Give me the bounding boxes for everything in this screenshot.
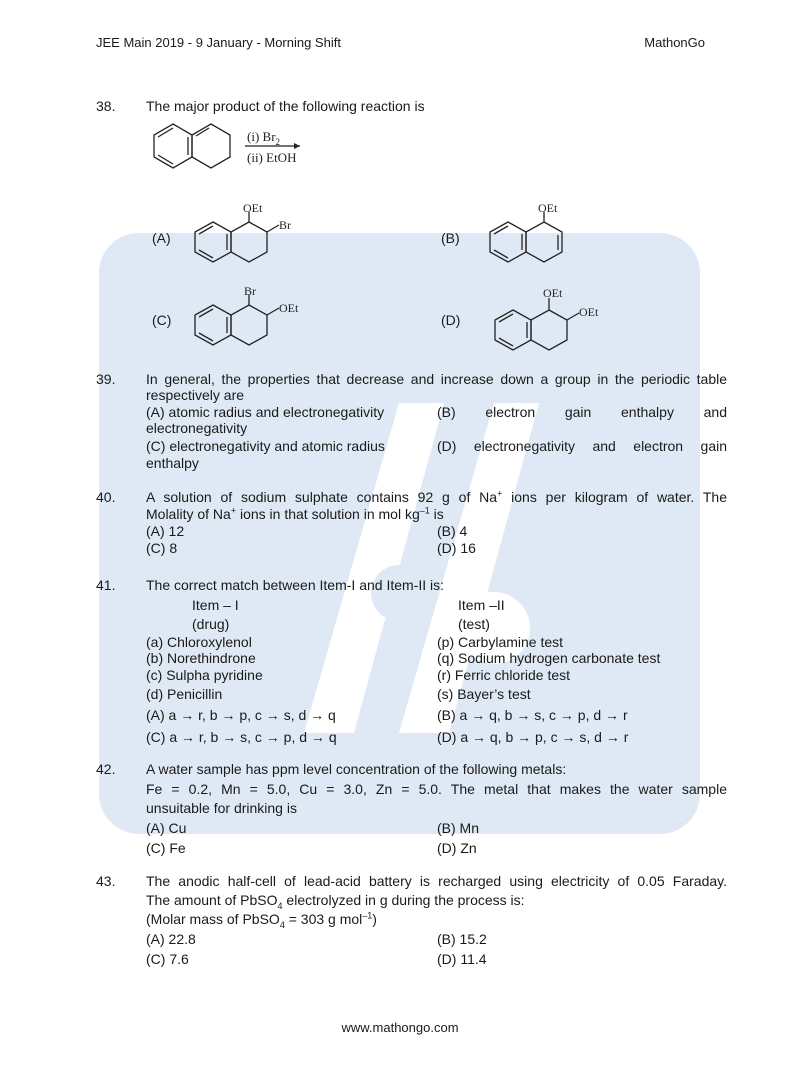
- q41-left-item: (b) Norethindrone: [146, 650, 256, 666]
- footer-url[interactable]: www.mathongo.com: [341, 1020, 459, 1035]
- q38-option-d-label[interactable]: (D): [441, 312, 461, 328]
- q38-reagent-1-sub: 2: [275, 137, 281, 147]
- q39-option-c[interactable]: (C) electronegativity and atomic radius: [146, 438, 385, 454]
- header-exam-title: JEE Main 2019 - 9 January - Morning Shift: [96, 35, 341, 50]
- q40-number: 40.: [96, 489, 116, 505]
- q39-option-b[interactable]: (B) electron gain enthalpy and: [437, 404, 727, 420]
- q42-option-b[interactable]: (B) Mn: [437, 820, 479, 836]
- q42-number: 42.: [96, 761, 116, 777]
- q39-text-line-1: In general, the properties that decrease and increase down a group in the periodic table: [146, 371, 727, 387]
- q41-right-item: (p) Carbylamine test: [437, 634, 564, 650]
- q38-option-b-structure: [480, 200, 600, 270]
- q41-number: 41.: [96, 577, 116, 593]
- q38-a-br-label: Br: [279, 218, 291, 232]
- q42-option-d[interactable]: (D) Zn: [437, 840, 477, 856]
- q42-option-a[interactable]: (A) Cu: [146, 820, 187, 836]
- q41-option-a[interactable]: (A) a → r, b → p, c → s, d → q: [146, 707, 336, 723]
- q38-text: The major product of the following reaction is: [146, 98, 425, 114]
- q40-option-d[interactable]: (D) 16: [437, 540, 476, 556]
- q40-option-c[interactable]: (C) 8: [146, 540, 178, 556]
- q43-text-line-3: (Molar mass of PbSO$_4$ = 303 g mol$^{-1}$): [146, 910, 377, 930]
- q40-text-line-1: A solution of sodium sulphate contains 92 g of Na+ ions per kilogram of water. The: [146, 488, 727, 505]
- q42-text-line-2: Fe = 0.2, Mn = 5.0, Cu = 3.0, Zn = 5.0. The metal that makes the water sample: [146, 781, 727, 797]
- q38-d-oet-label-1: OEt: [543, 286, 563, 300]
- q41-left-item: (a) Chloroxylenol: [146, 634, 252, 650]
- q38-a-oet-label: OEt: [243, 201, 263, 215]
- q38-option-a-label[interactable]: (A): [152, 230, 171, 246]
- q41-right-item: (r) Ferric chloride test: [437, 667, 571, 683]
- q38-reagent-1: (i) Br: [247, 129, 276, 144]
- q43-text-line-1: The anodic half-cell of lead-acid battery is recharged using electricity of 0.05 Faraday.: [146, 873, 727, 889]
- q41-left-item: (c) Sulpha pyridine: [146, 667, 263, 683]
- q42-option-c[interactable]: (C) Fe: [146, 840, 186, 856]
- q41-option-c[interactable]: (C) a → r, b → s, c → p, d → q: [146, 729, 337, 745]
- q38-b-oet-label: OEt: [538, 201, 558, 215]
- q42-text-line-1: A water sample has ppm level concentration of the following metals:: [146, 761, 567, 777]
- q38-reagent-2: (ii) EtOH: [247, 150, 297, 165]
- q42-text-line-3: unsuitable for drinking is: [146, 800, 297, 816]
- q43-option-c[interactable]: (C) 7.6: [146, 951, 189, 967]
- q38-option-c-structure: [185, 283, 315, 353]
- q43-text-line-2: The amount of PbSO$_4$ electrolyzed in g during the process is:: [146, 892, 525, 911]
- q39-option-d[interactable]: (D) electronegativity and electron gain: [437, 438, 727, 454]
- q38-c-oet-label: OEt: [279, 301, 299, 315]
- q41-right-item: (q) Sodium hydrogen carbonate test: [437, 650, 661, 666]
- q38-number: 38.: [96, 98, 116, 114]
- q38-option-b-label[interactable]: (B): [441, 230, 460, 246]
- svg-text:(i) Br2: [247, 129, 280, 147]
- q38-option-d-structure: [485, 283, 615, 358]
- q38-c-br-label: Br: [244, 284, 256, 298]
- q39-option-a[interactable]: (A) atomic radius and electronegativity: [146, 404, 385, 420]
- q41-text: The correct match between Item-I and Item-II is:: [146, 577, 444, 593]
- q43-option-d[interactable]: (D) 11.4: [437, 951, 487, 967]
- header-brand: MathonGo: [644, 35, 705, 50]
- q40-option-b[interactable]: (B) 4: [437, 523, 468, 539]
- q41-option-d[interactable]: (D) a → q, b → p, c → s, d → r: [437, 729, 629, 745]
- q38-option-a-structure: [185, 200, 305, 270]
- q41-item1-subheading: (drug): [192, 616, 230, 632]
- q43-number: 43.: [96, 873, 116, 889]
- q38-reactant-structure: [145, 115, 345, 175]
- q41-right-item: (s) Bayer’s test: [437, 686, 531, 702]
- q40-text-line-2: Molality of Na+ ions in that solution in mol $kg^{-1}$ is: [146, 505, 444, 522]
- q41-item1-heading: Item – I: [192, 597, 239, 613]
- q39-number: 39.: [96, 371, 116, 387]
- q41-left-item: (d) Penicillin: [146, 686, 223, 702]
- q39-text-line-2: respectively are: [146, 387, 245, 403]
- q39-option-ab-continuation: electronegativity: [146, 420, 248, 436]
- q38-d-oet-label-2: OEt: [579, 305, 599, 319]
- q41-option-b[interactable]: (B) a → q, b → s, c → p, d → r: [437, 707, 628, 723]
- q40-option-a[interactable]: (A) 12: [146, 523, 185, 539]
- q39-option-cd-continuation: enthalpy: [146, 455, 199, 471]
- q38-option-c-label[interactable]: (C): [152, 312, 172, 328]
- q41-item2-subheading: (test): [458, 616, 490, 632]
- q43-option-a[interactable]: (A) 22.8: [146, 931, 196, 947]
- q43-option-b[interactable]: (B) 15.2: [437, 931, 487, 947]
- q41-item2-heading: Item –II: [458, 597, 505, 613]
